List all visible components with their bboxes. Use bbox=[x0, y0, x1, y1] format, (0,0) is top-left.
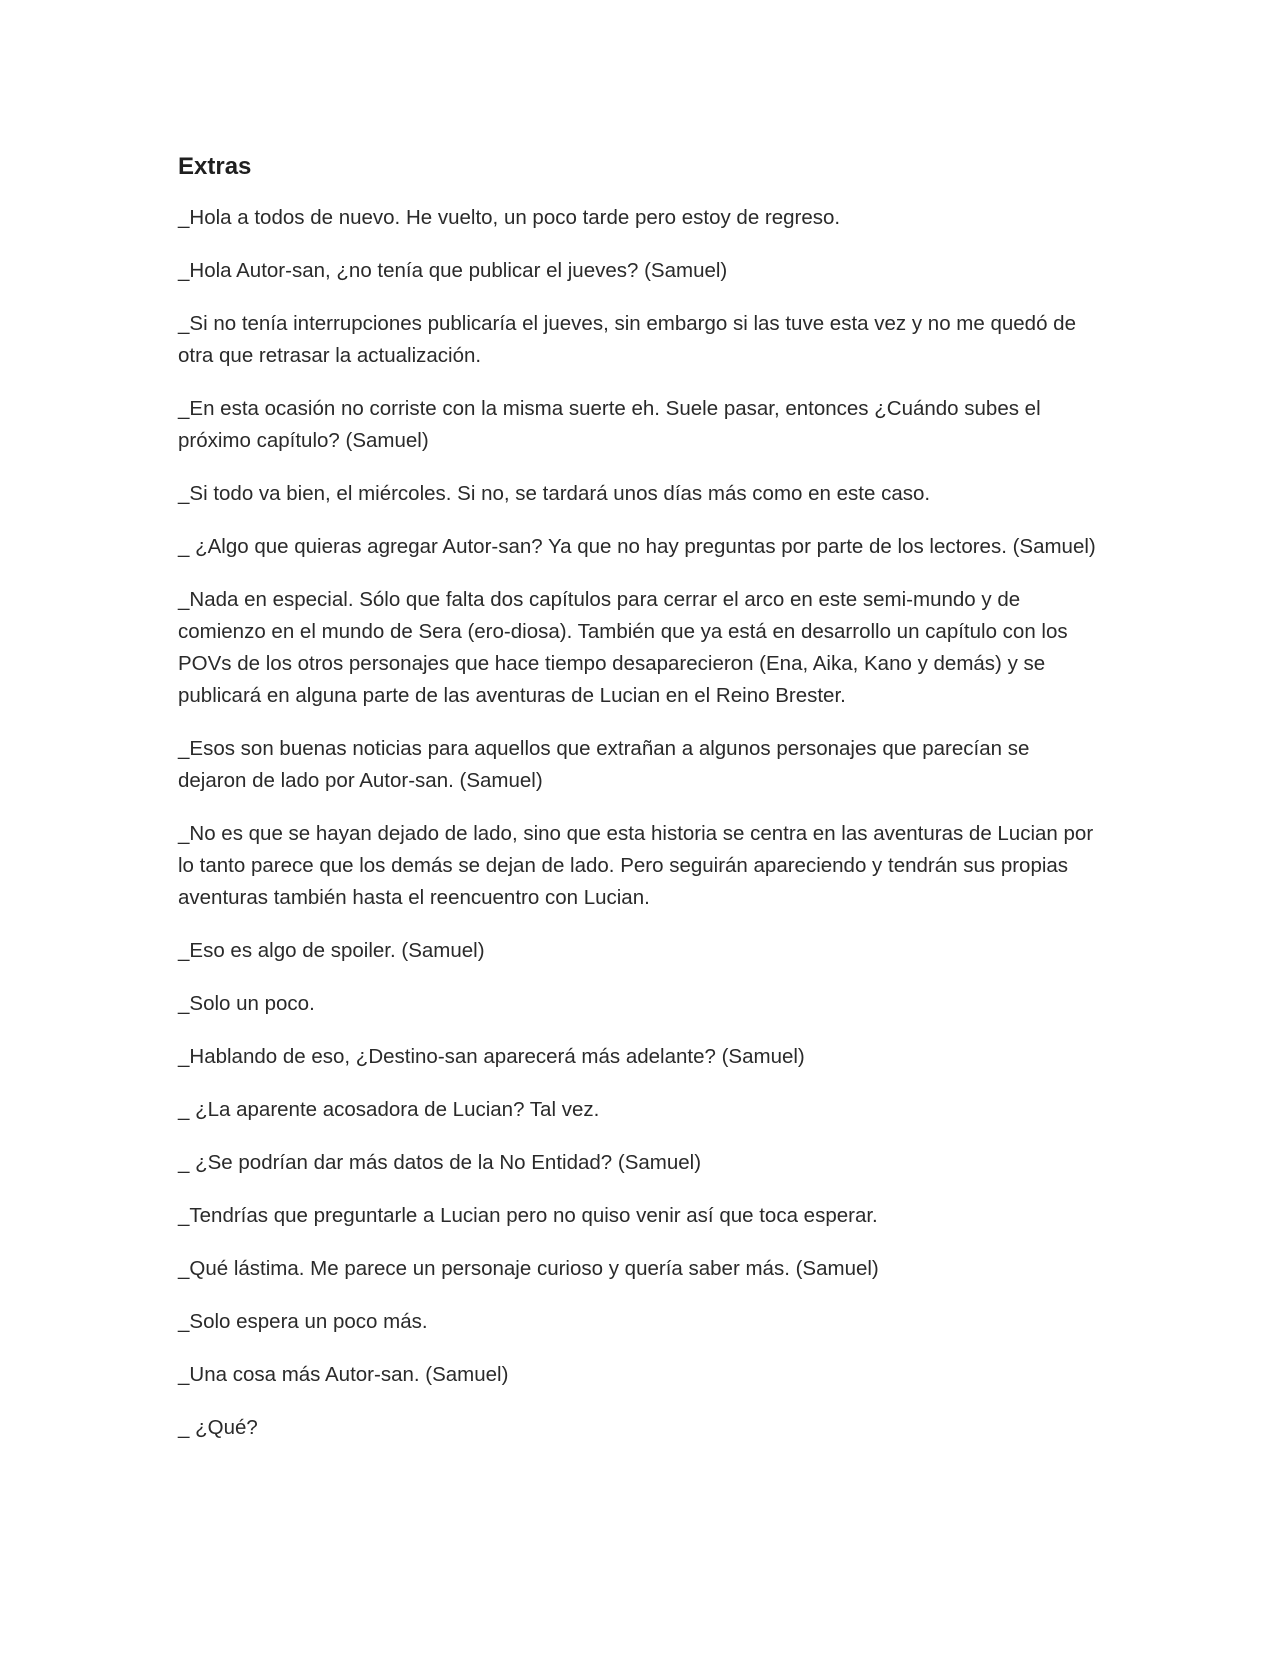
dialogue-paragraph: _Hola a todos de nuevo. He vuelto, un poco tarde pero estoy de regreso. bbox=[178, 206, 841, 229]
dialogue-paragraph: _ ¿Qué? bbox=[178, 1416, 258, 1439]
dialogue-paragraph: _Eso es algo de spoiler. (Samuel) bbox=[178, 939, 485, 962]
dialogue-paragraph: _No es que se hayan dejado de lado, sino que esta historia se centra en las aventuras de Lucian por lo tanto parece que los demás se dejan de lado. Pero seguirán apareciendo y tendrán sus propias aventuras también hasta el reencuentro con Lucian. bbox=[178, 822, 1094, 909]
dialogue-paragraph: _Nada en especial. Sólo que falta dos capítulos para cerrar el arco en este semi-mundo y de comienzo en el mundo de Sera (ero-diosa). También que ya está en desarrollo un capítulo con los POVs de los otros personajes que hace tiempo desaparecieron (Ena, Aika, Kano y demás) y se publicará en alguna parte de las aventuras de Lucian en el Reino Brester. bbox=[178, 588, 1068, 707]
dialogue-paragraph: _Una cosa más Autor-san. (Samuel) bbox=[178, 1363, 509, 1386]
dialogue-paragraph: _En esta ocasión no corriste con la misma suerte eh. Suele pasar, entonces ¿Cuándo subes el próximo capítulo? (Samuel) bbox=[178, 397, 1041, 452]
dialogue-paragraph: _Hablando de eso, ¿Destino-san aparecerá más adelante? (Samuel) bbox=[178, 1045, 805, 1068]
dialogue-paragraph: _Qué lástima. Me parece un personaje curioso y quería saber más. (Samuel) bbox=[178, 1257, 879, 1280]
dialogue-paragraph: _Solo un poco. bbox=[178, 992, 315, 1015]
dialogue-paragraph: _ ¿Algo que quieras agregar Autor-san? Ya que no hay preguntas por parte de los lectores. (Samuel) bbox=[178, 535, 1096, 558]
dialogue-paragraph: _ ¿Se podrían dar más datos de la No Entidad? (Samuel) bbox=[178, 1151, 702, 1174]
dialogue-paragraph: _Solo espera un poco más. bbox=[178, 1310, 428, 1333]
dialogue-paragraph: _ ¿La aparente acosadora de Lucian? Tal vez. bbox=[178, 1098, 600, 1121]
dialogue-paragraph: _Si todo va bien, el miércoles. Si no, se tardará unos días más como en este caso. bbox=[178, 482, 931, 505]
document-title: Extras bbox=[178, 153, 252, 180]
dialogue-paragraph: _Hola Autor-san, ¿no tenía que publicar el jueves? (Samuel) bbox=[178, 259, 728, 282]
dialogue-paragraph: _Si no tenía interrupciones publicaría el jueves, sin embargo si las tuve esta vez y no me quedó de otra que retrasar la actualización. bbox=[178, 312, 1076, 367]
document-body bbox=[178, 150, 1098, 1465]
dialogue-paragraph: _Esos son buenas noticias para aquellos que extrañan a algunos personajes que parecían se dejaron de lado por Autor-san. (Samuel) bbox=[178, 737, 1030, 792]
dialogue-paragraph: _Tendrías que preguntarle a Lucian pero no quiso venir así que toca esperar. bbox=[178, 1204, 878, 1227]
